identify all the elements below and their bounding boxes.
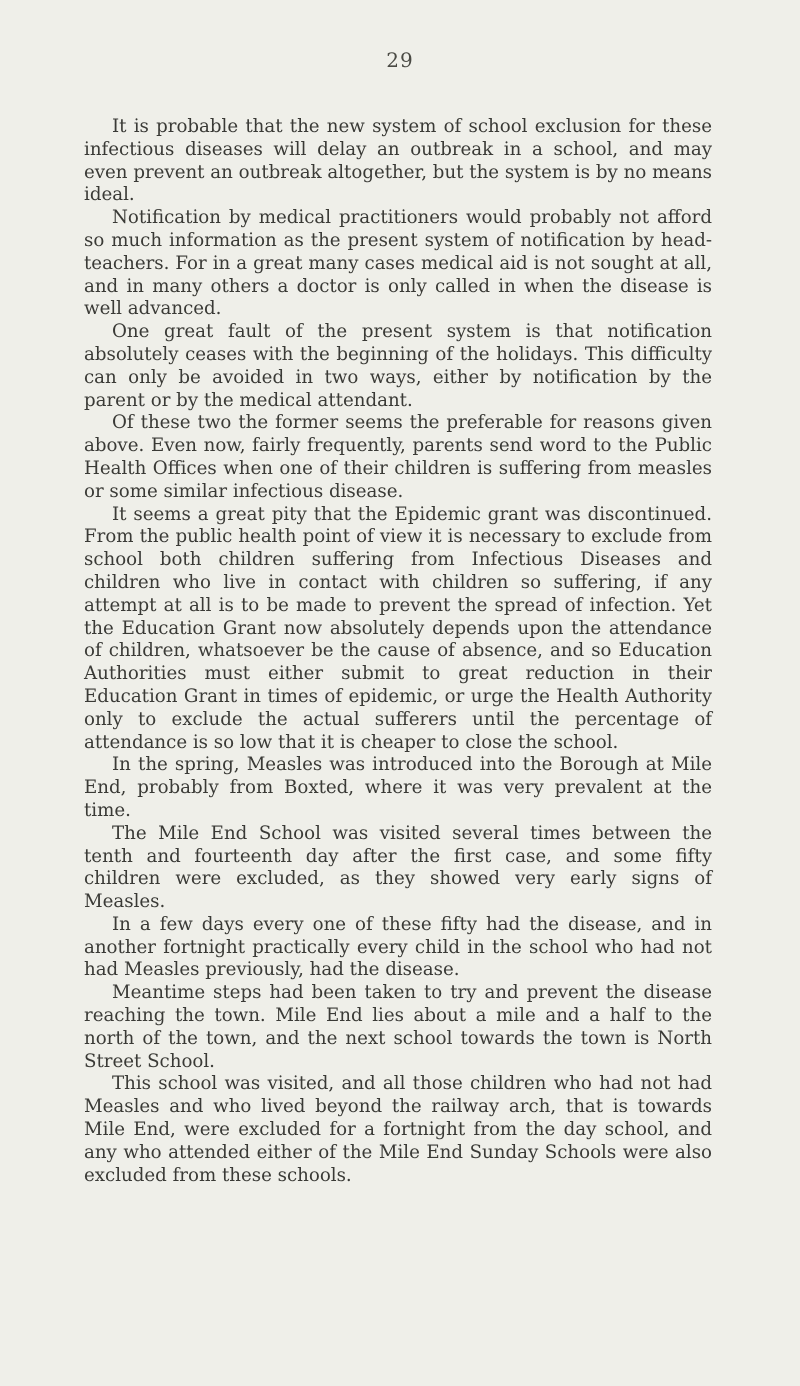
paragraph-parent-notification: Of these two the former seems the preferable for reasons given above. Even now, fairly frequently, parents send word to the Public Health Offices when one of their children is suffering from measles or some similar infectious disease.: [84, 412, 712, 502]
paragraph-mile-end-school: The Mile End School was visited several times between the tenth and fourteenth day after the first case, and some fifty children were excluded, as they showed very early signs of Measles.: [84, 822, 712, 913]
paragraph-north-street-exclusion: This school was visited, and all those children who had not had Measles and who lived beyond the railway arch, that is towards Mile End, were excluded for a fortnight from the day school, and any who attended either of the Mile End Sunday Schools were also excluded from these schools.: [84, 1073, 712, 1186]
paragraph-prevention-steps: Meantime steps had been taken to try and prevent the disease reaching the town. Mile End lies about a mile and a half to the north of the town, and the next school towards the town is North Street School.: [84, 982, 712, 1072]
paragraph-exclusion-system: It is probable that the new system of school exclusion for these infectious diseases will delay an outbreak in a school, and may even prevent an outbreak altogether, but the system is by no means ideal.: [84, 116, 712, 206]
page-number: 29: [386, 48, 414, 72]
paragraph-measles-introduced: In the spring, Measles was introduced into the Borough at Mile End, probably from Boxted, where it was very prevalent at the time.: [84, 754, 712, 821]
paragraph-disease-spread: In a few days every one of these fifty had the disease, and in another fortnight practically every child in the school who had not had Measles previously, had the disease.: [84, 913, 712, 981]
paragraph-notification-practitioners: Notification by medical practitioners would probably not afford so much information as the present system of notification by head-teachers. For in a great many cases medical aid is not sought at all, and in many others a doctor is only called in when the disease is well advanced.: [84, 207, 712, 320]
paragraph-holiday-fault: One great fault of the present system is that notification absolutely ceases with the beginning of the holidays. This difficulty can only be avoided in two ways, either by notification by the parent or by the medical attendant.: [84, 321, 712, 411]
paragraph-epidemic-grant: It seems a great pity that the Epidemic grant was discontinued. From the public health point of view it is necessary to exclude from school both children suffering from Infectious Diseases and children who live in contact with children so suffering, if any attempt at all is to be made to prevent the spread of infection. Yet the Education Grant now absolutely depends upon the attendance of children, whatsoever be the cause of absence, and so Education Authorities must either submit to great reduction in their Education Grant in times of epidemic, or urge the Health Authority only to exclude the actual sufferers until the percentage of attendance is so low that it is cheaper to close the school.: [84, 503, 712, 753]
body-text: [84, 116, 712, 1187]
